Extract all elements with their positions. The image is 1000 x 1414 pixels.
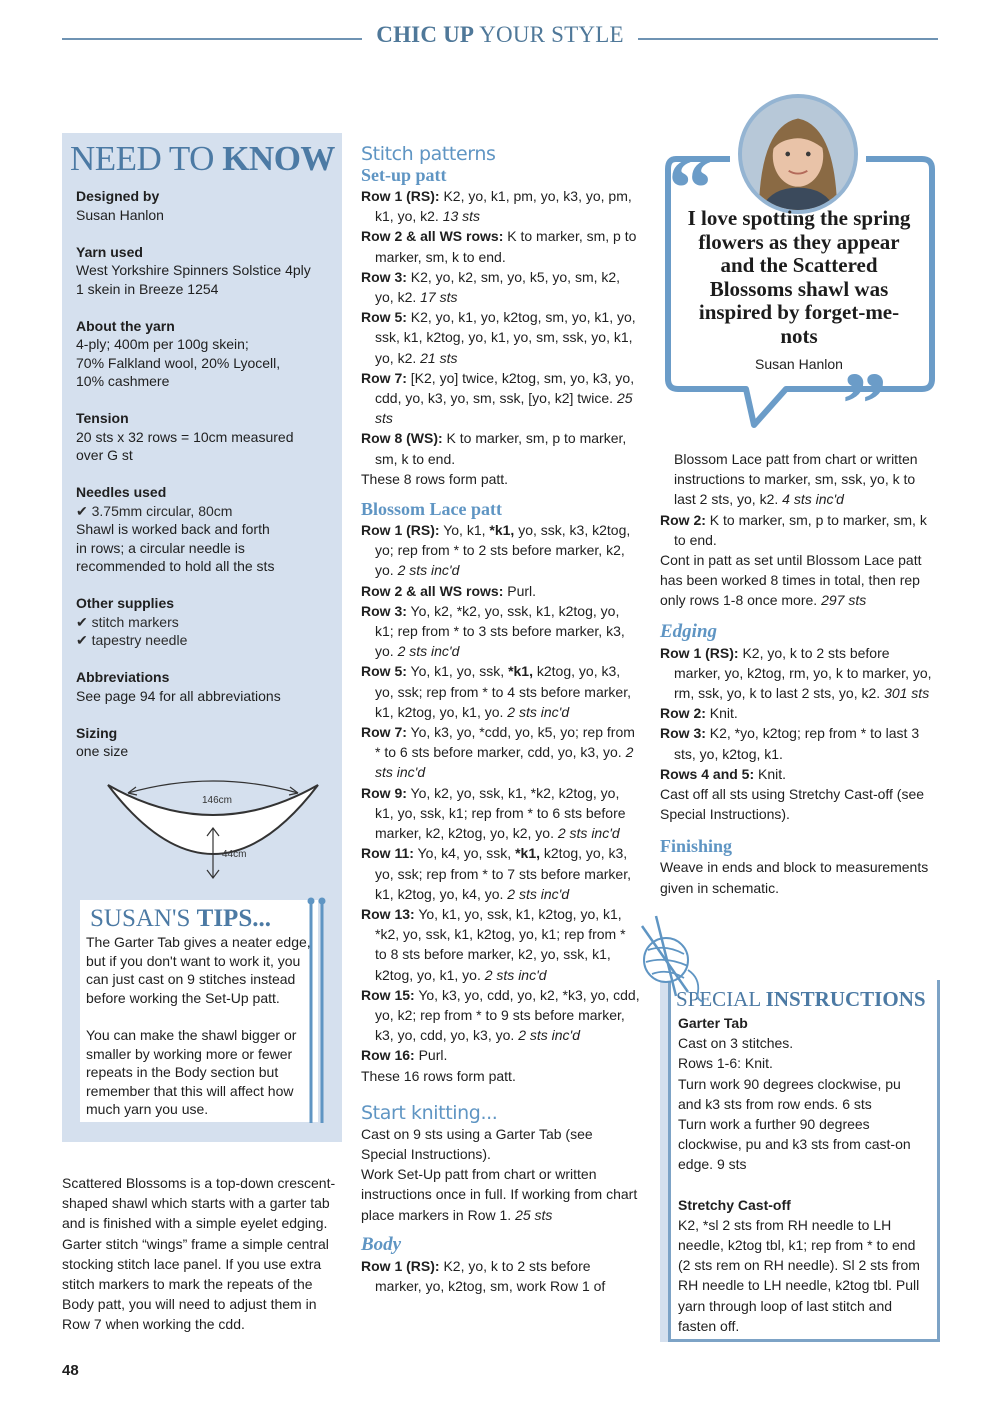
- blossom-row: Row 16: Purl.: [361, 1047, 448, 1064]
- setup-row: Row 2 & all WS rows: K to marker, sm, p to marker, sm, k to end.: [361, 228, 637, 265]
- garter-step: Turn work a further 90 degrees clockwise, pu and k3 sts from cast-on edge. 9 sts: [678, 1116, 911, 1173]
- body-heading: Body: [361, 1233, 402, 1255]
- about-yarn-section: About the yarn 4-ply; 400m per 100g skein; 70% Falkland wool, 20% Lyocell, 10% cashmere: [76, 317, 281, 389]
- special-instructions-heading: SPECIAL INSTRUCTIONS: [676, 987, 926, 1011]
- stretchy-cast-off-label: Stretchy Cast-off: [678, 1196, 791, 1213]
- blossom-row: Row 5: Yo, k1, yo, ssk, *k1, k2tog, yo, k3, yo, ssk; rep from * to 4 sts before marker, k1, k2tog, yo, k1, yo. 2 sts inc'd: [361, 663, 631, 720]
- setup-note: These 8 rows form patt.: [361, 470, 509, 487]
- shawl-schematic: [98, 773, 328, 893]
- edging-row: Row 3: K2, *yo, k2tog; rep from * to last 3 sts, yo, k2tog, k1.: [660, 725, 920, 762]
- blossom-lace-heading: Blossom Lace patt: [361, 499, 502, 520]
- designed-by-section: Designed by Susan Hanlon: [76, 188, 164, 223]
- edging-note: Cast off all sts using Stretchy Cast-off (see Special Instructions).: [660, 786, 925, 823]
- finishing-heading: Finishing: [660, 836, 733, 857]
- finishing-text: Weave in ends and block to measurements given in schematic.: [660, 859, 929, 896]
- blossom-row: Row 2 & all WS rows: Purl.: [361, 582, 537, 599]
- yarn-used-section: Yarn used West Yorkshire Spinners Solstice 4ply 1 skein in Breeze 1254: [76, 243, 311, 297]
- edging-row: Rows 4 and 5: Knit.: [660, 765, 787, 782]
- quote-author: Susan Hanlon: [755, 356, 843, 372]
- stitch-patterns-column: [361, 143, 641, 1296]
- blossom-row: Row 13: Yo, k1, yo, ssk, k1, k2tog, yo, k1, *k2, yo, ssk, k1, k2tog, yo, k1; rep from * to 8 sts before marker, k2, yo, ssk, k1, k2tog, yo, k1, yo. 2 sts inc'd: [361, 905, 626, 983]
- start-knitting-heading: Start knitting...: [361, 1101, 498, 1124]
- setup-row: Row 5: K2, yo, k1, yo, k2tog, sm, yo, k1, yo, ssk, k1, k2tog, yo, k1, yo, sm, ssk, yo, k1, yo, k2. 21 sts: [361, 309, 636, 366]
- schematic-depth-label: 44cm: [222, 849, 247, 860]
- special-instructions-box: SPECIAL INSTRUCTIONS Garter Tab Cast on 3 stitches. Rows 1-6: Knit. Turn work 90 degrees clockwise, pu and k3 sts from row ends. 6 sts Turn work a further 90 degrees clockwise, pu and k3 sts from cast-on edge. 9 sts Stretchy Cast-off K2, *sl 2 sts from RH needle to LH needle, k2tog tbl, k1; rep from * to end (2 sts rem on RH needle). Sl 2 sts from RH needle to LH needle, k2tog tbl. Pull yarn through loop of last stitch and fasten off.: [660, 980, 940, 1342]
- header-rule-right: [638, 38, 938, 40]
- blossom-row: Row 9: Yo, k2, yo, ssk, k1, *k2, k2tog, yo, k1, yo, ssk, k1; rep from * to 6 sts before marker, k2, k2tog, yo, k2, yo. 2 sts inc'd: [361, 784, 626, 842]
- garter-step: Turn work 90 degrees clockwise, pu and k3 sts from row ends. 6 sts: [678, 1075, 901, 1112]
- yarn-ball-icon: [636, 908, 708, 1003]
- page-number: 48: [62, 1362, 79, 1379]
- close-quote-icon: ”: [842, 355, 887, 454]
- edging-row: Row 2: Knit.: [660, 705, 738, 722]
- garter-tab-label: Garter Tab: [678, 1015, 748, 1031]
- tip-paragraph: The Garter Tab gives a neater edge, but if you don't want to work it, you can just cast on 9 stitches instead before working the Set-Up patt.: [86, 934, 311, 1006]
- tips-heading: SUSAN'S TIPS...: [90, 905, 271, 932]
- setup-row: Row 3: K2, yo, k2, sm, yo, k5, yo, sm, k2, yo, k2. 17 sts: [361, 268, 621, 306]
- body-row-1: Row 1 (RS): K2, yo, k to 2 sts before marker, yo, k2tog, sm, work Row 1 of: [361, 1257, 606, 1294]
- blossom-note: These 16 rows form patt.: [361, 1067, 516, 1084]
- open-quote-icon: “: [668, 139, 713, 238]
- other-supplies-section: Other supplies ✔ stitch markers ✔ tapestry needle: [76, 595, 188, 648]
- setup-row: Row 1 (RS): K2, yo, k1, pm, yo, k3, yo, pm, k1, yo, k2. 13 sts: [361, 188, 632, 225]
- edging-row: Row 1 (RS): K2, yo, k to 2 sts before marker, yo, k2tog, rm, yo, k to marker, yo, rm, ssk, yo, k to last 2 sts, yo, k2. 301 sts: [660, 644, 932, 702]
- pattern-continued-column: [660, 449, 940, 898]
- body-continued: Blossom Lace patt from chart or written instructions to marker, sm, ssk, yo, k to last 2 sts, yo, k2. 4 sts inc'd: [674, 451, 918, 508]
- tension-section: Tension 20 sts x 32 rows = 10cm measured over G st: [76, 410, 294, 463]
- setup-patt-heading: Set-up patt: [361, 165, 447, 185]
- page-section-title: CHIC UP YOUR STYLE: [376, 22, 624, 47]
- start-paragraph-2: Work Set-Up patt from chart or written instructions once in full. If working from chart place markers in Row 1. 25 sts: [361, 1166, 638, 1223]
- setup-row: Row 8 (WS): K to marker, sm, p to marker, sm, k to end.: [361, 430, 627, 467]
- knitting-needles-icon: [304, 895, 330, 1127]
- sizing-section: Sizing one size: [76, 724, 129, 759]
- stretchy-cast-off-text: K2, *sl 2 sts from RH needle to LH needle, k2tog tbl, k1; rep from * to end (2 sts rem on RH needle). Sl 2 sts from RH needle to LH needle, k2tog tbl. Pull yarn through loop of last stitch and fasten off.: [678, 1216, 920, 1334]
- blossom-row: Row 11: Yo, k4, yo, ssk, *k1, k2tog, yo, k3, yo, ssk; rep from * to 7 sts before marker, k1, k2tog, yo, k4, yo. 2 sts inc'd: [361, 845, 631, 902]
- start-paragraph: Cast on 9 sts using a Garter Tab (see Special Instructions).: [361, 1125, 593, 1162]
- setup-row: Row 7: [K2, yo] twice, k2tog, sm, yo, k3, yo, cdd, yo, k3, yo, sm, ssk, [yo, k2] twice. 25 sts: [361, 369, 635, 427]
- blossom-row: Row 15: Yo, k3, yo, cdd, yo, k2, *k3, yo, cdd, yo, k2; rep from * to 9 sts before marker, k3, yo, cdd, yo, k3, yo. 2 sts inc'd: [361, 986, 640, 1044]
- blossom-row: Row 3: Yo, k2, *k2, yo, ssk, k1, k2tog, yo, k1; rep from * to 3 sts before marker, k3, yo. 2 sts inc'd: [361, 602, 625, 660]
- tip-paragraph: You can make the shawl bigger or smaller by working more or fewer repeats in the Body section but remember that this will affect how much yarn you use.: [86, 1026, 297, 1118]
- header-rule-left: [62, 38, 362, 40]
- blossom-row: Row 1 (RS): Yo, k1, *k1, yo, ssk, k3, k2tog, yo; rep from * to 2 sts before marker, k2, yo. 2 sts inc'd: [361, 522, 631, 579]
- stitch-patterns-heading: Stitch patterns: [361, 143, 496, 165]
- needles-section: Needles used ✔ 3.75mm circular, 80cm Shawl is worked back and forth in rows; a circular needle is recommended to hold all the sts: [76, 484, 275, 574]
- abbreviations-section: Abbreviations See page 94 for all abbreviations: [76, 669, 281, 704]
- pull-quote: I love spotting the spring flowers as they appear and the Scattered Blossoms shawl was inspired by forget-me-nots: [687, 206, 911, 348]
- edging-heading: Edging: [660, 620, 718, 642]
- body-row-2: Row 2: K to marker, sm, p to marker, sm, k to end.: [660, 511, 927, 548]
- intro-paragraph: Scattered Blossoms is a top-down crescent-shaped shawl which starts with a garter tab and is finished with a simple eyelet edging. Garter stitch “wings” frame a simple central stocking stitch lace panel. If you use extra stitch markers to mark the repeats of the Body patt, you will need to adjust them in Row 7 when working the cdd.: [62, 1175, 336, 1333]
- blossom-row: Row 7: Yo, k3, yo, *cdd, yo, k5, yo; rep from * to 6 sts before marker, cdd, yo, k3, yo. 2 sts inc'd: [361, 724, 635, 781]
- need-to-know-heading: NEED TO KNOW: [70, 139, 335, 178]
- susans-tips-box: [80, 900, 318, 1122]
- schematic-width-label: 146cm: [202, 795, 233, 806]
- body-continue-note: Cont in patt as set until Blossom Lace patt has been worked 8 times in total, then rep only rows 1-8 once more. 297 sts: [660, 552, 922, 609]
- designer-portrait: [738, 94, 858, 214]
